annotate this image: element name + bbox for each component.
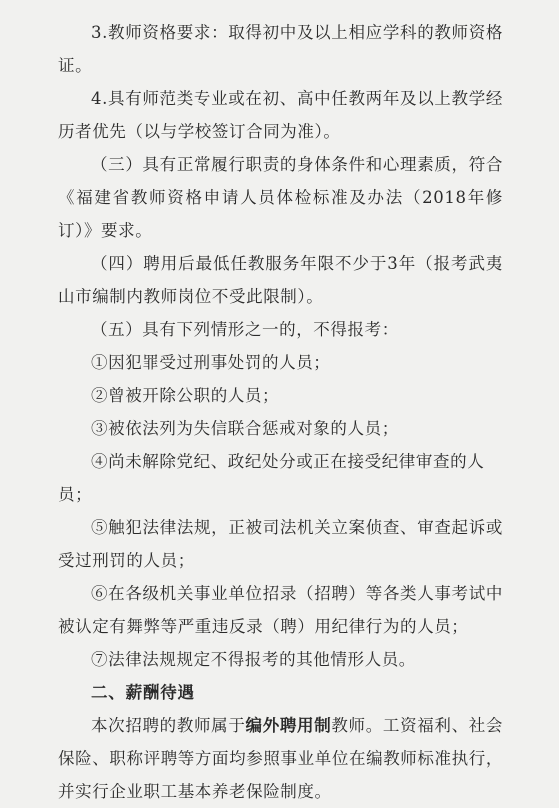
paragraph-health-requirement: （三）具有正常履行职责的身体条件和心理素质，符合《福建省教师资格申请人员体检标准及办法（2018年修订）》要求。: [58, 155, 503, 240]
paragraph-teacher-qualification: 3.教师资格要求：取得初中及以上相应学科的教师资格证。: [58, 23, 503, 75]
list-item: ⑤触犯法律法规，正被司法机关立案侦查、审查起诉或受过刑罚的人员；: [58, 518, 503, 570]
list-item: ⑦法律法规规定不得报考的其他情形人员。: [91, 650, 416, 669]
paragraph-teaching-experience: 4.具有师范类专业或在初、高中任教两年及以上教学经历者优先（以与学校签订合同为准）。: [58, 89, 503, 141]
list-item: ④尚未解除党纪、政纪处分或正在接受纪律审查的人员；: [58, 452, 485, 504]
salary-text-bold: 编外聘用制: [245, 716, 332, 735]
list-item: ②曾被开除公职的人员；: [91, 386, 280, 405]
salary-text-before: 本次招聘的教师属于: [91, 716, 246, 735]
paragraph-disqualifications-intro: （五）具有下列情形之一的，不得报考：: [91, 320, 399, 339]
list-item: ③被依法列为失信联合惩戒对象的人员；: [91, 419, 399, 438]
paragraph-salary: [58, 709, 503, 808]
list-item: ①因犯罪受过刑事处罚的人员；: [91, 353, 331, 372]
salary-text-after: 教师。工资福利、社会保险、职称评聘等方面均参照事业单位在编教师标准执行，并实行企业职工基本养老保险制度。: [58, 716, 504, 801]
paragraph-service-years: （四）聘用后最低任教服务年限不少于3年（报考武夷山市编制内教师岗位不受此限制）。: [58, 254, 503, 306]
list-item: ⑥在各级机关事业单位招录（招聘）等各类人事考试中被认定有舞弊等严重违反录（聘）用纪律行为的人员；: [58, 584, 503, 636]
section-heading-salary: 二、薪酬待遇: [91, 683, 195, 702]
